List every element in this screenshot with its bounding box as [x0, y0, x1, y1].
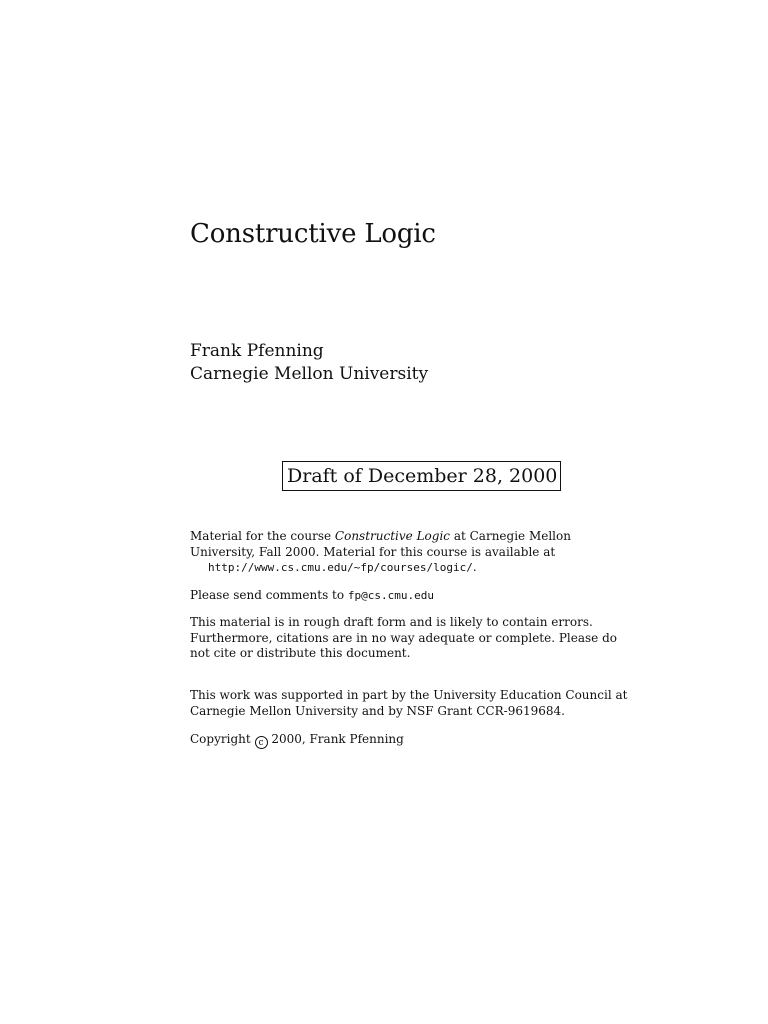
- copyright-icon: c: [255, 736, 268, 749]
- comments-prefix: Please send comments to: [190, 588, 348, 602]
- material-prefix: Material for the course: [190, 529, 335, 543]
- document-title: Constructive Logic: [190, 219, 436, 249]
- comments-email: fp@cs.cmu.edu: [347, 589, 435, 602]
- comments-paragraph: [190, 588, 630, 604]
- course-url-end: .: [472, 560, 477, 574]
- author-affiliation: Carnegie Mellon University: [190, 364, 429, 384]
- course-url: http://www.cs.cmu.edu/~fp/courses/logic/: [208, 561, 473, 574]
- material-suffix: at Carnegie Mellon University, Fall 2000. Material for this course is available at: [190, 529, 571, 559]
- course-material-paragraph: [190, 529, 630, 576]
- disclaimer-paragraph: This material is in rough draft form and is likely to contain errors. Furthermore, citations are in no way adequate or complete. Please do not cite or distribute this document.: [190, 615, 618, 660]
- copyright-suffix: 2000, Frank Pfenning: [267, 732, 404, 746]
- course-url-line: [190, 560, 630, 576]
- draft-date-box: Draft of December 28, 2000: [282, 461, 561, 491]
- author-name: Frank Pfenning: [190, 341, 324, 361]
- course-name: Constructive Logic: [334, 529, 451, 543]
- author-block: [190, 340, 428, 386]
- support-paragraph: This work was supported in part by the University Education Council at Carnegie Mellon University and by NSF Grant CCR-9619684.: [190, 688, 628, 718]
- copyright-line: [190, 732, 630, 749]
- copyright-prefix: Copyright: [190, 732, 255, 746]
